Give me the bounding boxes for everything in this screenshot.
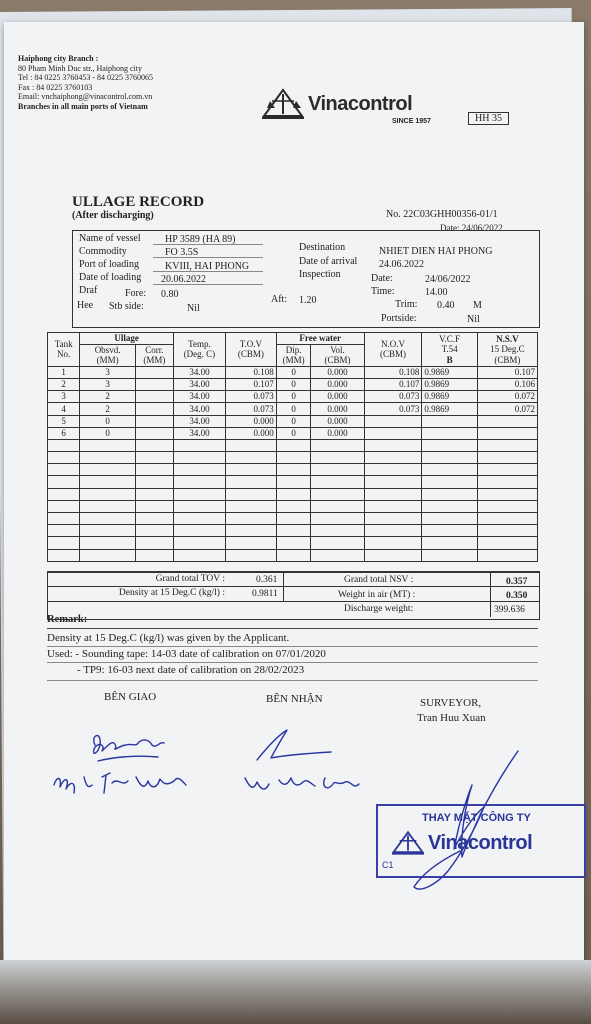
cell-temp	[173, 464, 225, 476]
cell-vcf: 0.9869	[422, 366, 477, 378]
cell-tank	[48, 549, 80, 561]
cell-obsvd: 3	[80, 378, 135, 390]
cell-nsv	[477, 500, 537, 512]
trim-label: Trim:	[395, 299, 418, 310]
cell-corr	[135, 488, 173, 500]
trim-value: 0.40	[437, 300, 455, 311]
commodity-value: FO 3.5S	[165, 247, 199, 258]
cell-tov	[225, 439, 276, 451]
cell-tov	[225, 500, 276, 512]
table-row	[48, 513, 538, 525]
cell-tank	[48, 452, 80, 464]
cell-nov	[364, 525, 422, 537]
cell-tank	[48, 525, 80, 537]
cell-vol	[311, 513, 364, 525]
cell-corr	[135, 476, 173, 488]
cell-nsv: 0.072	[477, 391, 537, 403]
cell-tov: 0.107	[225, 378, 276, 390]
tov-header: T.O.V (CBM)	[225, 333, 276, 367]
cell-nsv	[477, 513, 537, 525]
cell-obsvd	[80, 500, 135, 512]
portside-label: Portside:	[381, 313, 417, 324]
cell-vol	[311, 525, 364, 537]
cell-dip	[276, 500, 311, 512]
cell-vcf	[422, 500, 477, 512]
cell-vol	[311, 464, 364, 476]
cell-vol	[311, 537, 364, 549]
aft-label: Aft:	[271, 294, 288, 305]
cell-dip: 0	[276, 378, 311, 390]
density-label: Density at 15 Deg.C (kg/l) :	[118, 588, 225, 598]
cell-temp: 34.00	[173, 403, 225, 415]
cell-nov	[364, 513, 422, 525]
cell-temp	[173, 537, 225, 549]
cell-vcf	[422, 537, 477, 549]
cell-nsv	[477, 415, 537, 427]
cell-tov	[225, 488, 276, 500]
cell-nsv	[477, 439, 537, 451]
document-date: Date: 24/06/2022	[440, 223, 503, 233]
cell-tov	[225, 549, 276, 561]
cell-nov	[364, 500, 422, 512]
remark-rule	[47, 628, 538, 629]
cell-obsvd: 3	[80, 366, 135, 378]
desk-surface	[0, 960, 591, 1024]
cell-obsvd	[80, 464, 135, 476]
gt-nsv-value: 0.357	[506, 577, 528, 587]
ullage-header: Ullage	[80, 333, 174, 345]
cell-obsvd: 2	[80, 391, 135, 403]
cell-nsv	[477, 549, 537, 561]
totals-box	[47, 571, 540, 620]
vol-header: Vol. (CBM)	[311, 344, 364, 366]
vcf-header: V.C.F T.54 B	[422, 333, 477, 367]
cell-vol: 0.000	[311, 366, 364, 378]
cell-corr	[135, 415, 173, 427]
gt-tov-label: Grand total TOV :	[155, 574, 225, 584]
cell-temp	[173, 513, 225, 525]
surveyor-signature	[400, 745, 540, 895]
cell-tank	[48, 537, 80, 549]
cell-corr	[135, 537, 173, 549]
table-row	[48, 537, 538, 549]
nsv-header: N.S.V 15 Deg.C (CBM)	[477, 333, 537, 367]
cell-nov	[364, 549, 422, 561]
cell-tank: 2	[48, 378, 80, 390]
corr-header: Corr. (MM)	[135, 344, 173, 366]
cell-vol: 0.000	[311, 391, 364, 403]
cell-tov	[225, 464, 276, 476]
free-water-header: Free water	[276, 333, 364, 345]
cell-temp	[173, 525, 225, 537]
logo-since: SINCE 1957	[392, 118, 431, 125]
cell-tov	[225, 513, 276, 525]
cell-tov: 0.000	[225, 415, 276, 427]
document-subtitle: (After discharging)	[72, 210, 154, 221]
cell-nov	[364, 415, 422, 427]
cell-vcf	[422, 513, 477, 525]
ben-nhan-label: BÊN NHẬN	[266, 693, 323, 705]
port-label: Port of loading	[79, 259, 139, 270]
time-label: Time:	[371, 286, 395, 297]
cell-temp	[173, 549, 225, 561]
cell-temp: 34.00	[173, 427, 225, 439]
remark-line-3: - TP9: 16-03 next date of calibration on 28/02/2023	[77, 664, 305, 676]
cell-vol: 0.000	[311, 427, 364, 439]
remark-line-2: Used: - Sounding tape: 14-03 date of calibration on 07/01/2020	[47, 648, 326, 660]
vessel-info-box	[72, 230, 540, 328]
commodity-underline	[153, 257, 263, 258]
cell-corr	[135, 525, 173, 537]
hee-label: Hee	[77, 300, 94, 311]
remark-line-1: Density at 15 Deg.C (kg/l) was given by the Applicant.	[47, 632, 290, 644]
cell-dip	[276, 476, 311, 488]
cell-vcf	[422, 525, 477, 537]
form-code-box: HH 35	[468, 112, 509, 125]
table-row	[48, 476, 538, 488]
time-value: 14.00	[425, 287, 448, 298]
table-row	[48, 427, 538, 439]
cell-tov: 0.073	[225, 391, 276, 403]
cell-dip: 0	[276, 403, 311, 415]
cell-temp	[173, 452, 225, 464]
cell-dip: 0	[276, 366, 311, 378]
density-value: 0.9811	[252, 589, 278, 599]
logo-wordmark: Vinacontrol	[308, 92, 413, 115]
cell-nov	[364, 427, 422, 439]
cell-nov	[364, 476, 422, 488]
cell-vol	[311, 500, 364, 512]
cell-corr	[135, 391, 173, 403]
cell-nov	[364, 537, 422, 549]
table-row	[48, 415, 538, 427]
gt-tov-value: 0.361	[256, 575, 278, 585]
cell-nov: 0.108	[364, 366, 422, 378]
dw-label: Discharge weight:	[344, 604, 414, 614]
cell-vcf: 0.9869	[422, 378, 477, 390]
branch-ports: Branches in all main ports of Vietnam	[18, 101, 148, 111]
cell-vcf	[422, 439, 477, 451]
cell-nsv	[477, 452, 537, 464]
cell-vol: 0.000	[311, 415, 364, 427]
cell-vcf: 0.9869	[422, 403, 477, 415]
remark-rule-3	[47, 680, 538, 681]
port-underline	[153, 271, 263, 272]
commodity-label: Commodity	[79, 246, 127, 257]
branch-fax: Fax : 84 0225 3760103	[18, 82, 93, 92]
cell-dip	[276, 513, 311, 525]
cell-obsvd	[80, 439, 135, 451]
cell-nsv	[477, 427, 537, 439]
cell-temp	[173, 488, 225, 500]
cell-corr	[135, 452, 173, 464]
cell-tank: 1	[48, 366, 80, 378]
cell-nov	[364, 452, 422, 464]
cell-tank	[48, 439, 80, 451]
cell-dip	[276, 488, 311, 500]
cell-tov: 0.073	[225, 403, 276, 415]
cell-dip: 0	[276, 415, 311, 427]
cell-vcf: 0.9869	[422, 391, 477, 403]
cell-tank: 5	[48, 415, 80, 427]
date-loading-value: 20.06.2022	[161, 274, 206, 285]
cell-corr	[135, 427, 173, 439]
cell-nov	[364, 488, 422, 500]
inspection-label: Inspection	[299, 269, 341, 280]
stb-label: Stb side:	[109, 301, 144, 312]
cell-dip: 0	[276, 391, 311, 403]
dw-value: 399.636	[494, 605, 525, 615]
totals-vdivider	[283, 573, 284, 601]
branch-email: Email: vnchaiphong@vinacontrol.com.vn	[18, 92, 153, 101]
stamp-wordmark: Vinacontrol	[428, 832, 533, 854]
branch-tel: Tel : 84 0225 3760453 - 84 0225 3760065	[18, 73, 153, 82]
cell-temp: 34.00	[173, 415, 225, 427]
cell-tank: 6	[48, 427, 80, 439]
portside-value: Nil	[467, 314, 480, 325]
cell-tank	[48, 476, 80, 488]
cell-tank	[48, 464, 80, 476]
wia-label: Weight in air (MT) :	[338, 590, 416, 600]
cell-tov	[225, 525, 276, 537]
branch-address: 80 Pham Minh Duc str., Haiphong city	[18, 63, 142, 73]
cell-dip	[276, 537, 311, 549]
surveyor-label: SURVEYOR,	[420, 697, 482, 709]
table-row	[48, 525, 538, 537]
document-title: ULLAGE RECORD	[72, 194, 205, 210]
cell-temp: 34.00	[173, 378, 225, 390]
table-row	[48, 549, 538, 561]
cell-vcf	[422, 476, 477, 488]
cell-dip	[276, 549, 311, 561]
ullage-table	[47, 332, 538, 562]
cell-vcf	[422, 427, 477, 439]
cell-nsv	[477, 476, 537, 488]
cell-corr	[135, 366, 173, 378]
cell-obsvd	[80, 513, 135, 525]
cell-vol	[311, 439, 364, 451]
table-row	[48, 452, 538, 464]
obsvd-header: Obsvd. (MM)	[80, 344, 135, 366]
totals-divider-2	[48, 601, 539, 602]
cell-nsv: 0.106	[477, 378, 537, 390]
table-row	[48, 439, 538, 451]
cell-tov	[225, 537, 276, 549]
cell-temp: 34.00	[173, 391, 225, 403]
cell-nov: 0.107	[364, 378, 422, 390]
stamp-caption: THAY MẶT CÔNG TY	[422, 812, 531, 824]
cell-obsvd: 0	[80, 427, 135, 439]
insp-date-value: 24/06/2022	[425, 274, 471, 285]
trim-unit: M	[473, 300, 482, 311]
cell-nsv	[477, 537, 537, 549]
cell-tov	[225, 476, 276, 488]
cell-dip: 0	[276, 427, 311, 439]
cell-nov	[364, 464, 422, 476]
totals-vdivider-2	[490, 573, 491, 617]
table-row	[48, 403, 538, 415]
table-row	[48, 391, 538, 403]
cell-temp	[173, 500, 225, 512]
cell-vcf	[422, 488, 477, 500]
cell-temp	[173, 476, 225, 488]
cell-tank	[48, 513, 80, 525]
cell-tank	[48, 488, 80, 500]
cell-nov: 0.073	[364, 391, 422, 403]
cell-vcf	[422, 549, 477, 561]
cell-vol: 0.000	[311, 403, 364, 415]
cell-corr	[135, 513, 173, 525]
remark-label: Remark:	[47, 614, 88, 625]
destination-label: Destination	[299, 242, 346, 253]
table-row	[48, 500, 538, 512]
vessel-underline	[153, 244, 263, 245]
cell-obsvd	[80, 488, 135, 500]
nov-header: N.O.V (CBM)	[364, 333, 422, 367]
stamp-code: C1	[382, 860, 394, 870]
date-loading-label: Date of loading	[79, 272, 142, 283]
remark-rule-2	[47, 662, 538, 663]
fore-value: 0.80	[161, 289, 179, 300]
cell-tank: 3	[48, 391, 80, 403]
ben-nhan-signature	[235, 720, 375, 810]
cell-temp	[173, 439, 225, 451]
cell-obsvd	[80, 476, 135, 488]
draf-label: Draf	[79, 285, 98, 296]
cell-vcf	[422, 415, 477, 427]
branch-name: Haiphong city Branch :	[18, 54, 99, 63]
cell-obsvd	[80, 549, 135, 561]
vinacontrol-logo	[262, 88, 412, 120]
cell-vcf	[422, 452, 477, 464]
cell-temp: 34.00	[173, 366, 225, 378]
aft-value: 1.20	[299, 295, 317, 306]
arrival-label: Date of arrival	[299, 256, 358, 267]
cell-corr	[135, 439, 173, 451]
table-row	[48, 366, 538, 378]
gt-nsv-label: Grand total NSV :	[344, 575, 414, 585]
cell-corr	[135, 464, 173, 476]
surveyor-name: Tran Huu Xuan	[417, 712, 486, 724]
wia-value: 0.350	[506, 591, 528, 601]
cell-tank: 4	[48, 403, 80, 415]
table-row	[48, 378, 538, 390]
fore-label: Fore:	[125, 288, 147, 299]
tank-header: Tank No.	[48, 333, 80, 367]
cell-vol	[311, 488, 364, 500]
branch-header	[18, 54, 153, 111]
cell-vol	[311, 476, 364, 488]
cell-dip	[276, 525, 311, 537]
cell-dip	[276, 452, 311, 464]
cell-obsvd	[80, 537, 135, 549]
cell-obsvd: 0	[80, 415, 135, 427]
cell-vol	[311, 452, 364, 464]
ben-giao-signature	[40, 715, 220, 810]
insp-date-label: Date:	[371, 273, 393, 284]
remark-rule-1	[47, 646, 538, 647]
scale-logo-icon	[262, 88, 304, 120]
cell-tov	[225, 452, 276, 464]
arrival-value: 24.06.2022	[379, 259, 424, 270]
vessel-value: HP 3589 (HA 89)	[165, 234, 236, 245]
ben-giao-label: BÊN GIAO	[104, 691, 157, 703]
cell-vol: 0.000	[311, 378, 364, 390]
date-underline	[153, 284, 263, 285]
cell-nsv: 0.107	[477, 366, 537, 378]
table-row	[48, 464, 538, 476]
totals-divider-1	[48, 586, 539, 587]
cell-tov: 0.000	[225, 427, 276, 439]
destination-value: NHIET DIEN HAI PHONG	[379, 246, 493, 257]
cell-vcf	[422, 464, 477, 476]
cell-tank	[48, 500, 80, 512]
port-value: KVIII, HAI PHONG	[165, 261, 250, 272]
table-row	[48, 488, 538, 500]
document-number: No. 22C03GHH00356-01/1	[386, 209, 498, 220]
cell-obsvd	[80, 452, 135, 464]
cell-dip	[276, 439, 311, 451]
cell-nsv: 0.072	[477, 403, 537, 415]
vessel-label: Name of vessel	[79, 233, 141, 244]
cell-corr	[135, 403, 173, 415]
cell-corr	[135, 378, 173, 390]
cell-corr	[135, 549, 173, 561]
cell-nsv	[477, 464, 537, 476]
cell-tov: 0.108	[225, 366, 276, 378]
cell-nov: 0.073	[364, 403, 422, 415]
cell-nsv	[477, 525, 537, 537]
cell-dip	[276, 464, 311, 476]
dip-header: Dip. (MM)	[276, 344, 311, 366]
cell-vol	[311, 549, 364, 561]
cell-obsvd: 2	[80, 403, 135, 415]
stb-value: Nil	[187, 303, 200, 314]
table-body	[48, 366, 538, 561]
cell-nov	[364, 439, 422, 451]
cell-corr	[135, 500, 173, 512]
temp-header: Temp. (Deg. C)	[173, 333, 225, 367]
cell-obsvd	[80, 525, 135, 537]
cell-nsv	[477, 488, 537, 500]
